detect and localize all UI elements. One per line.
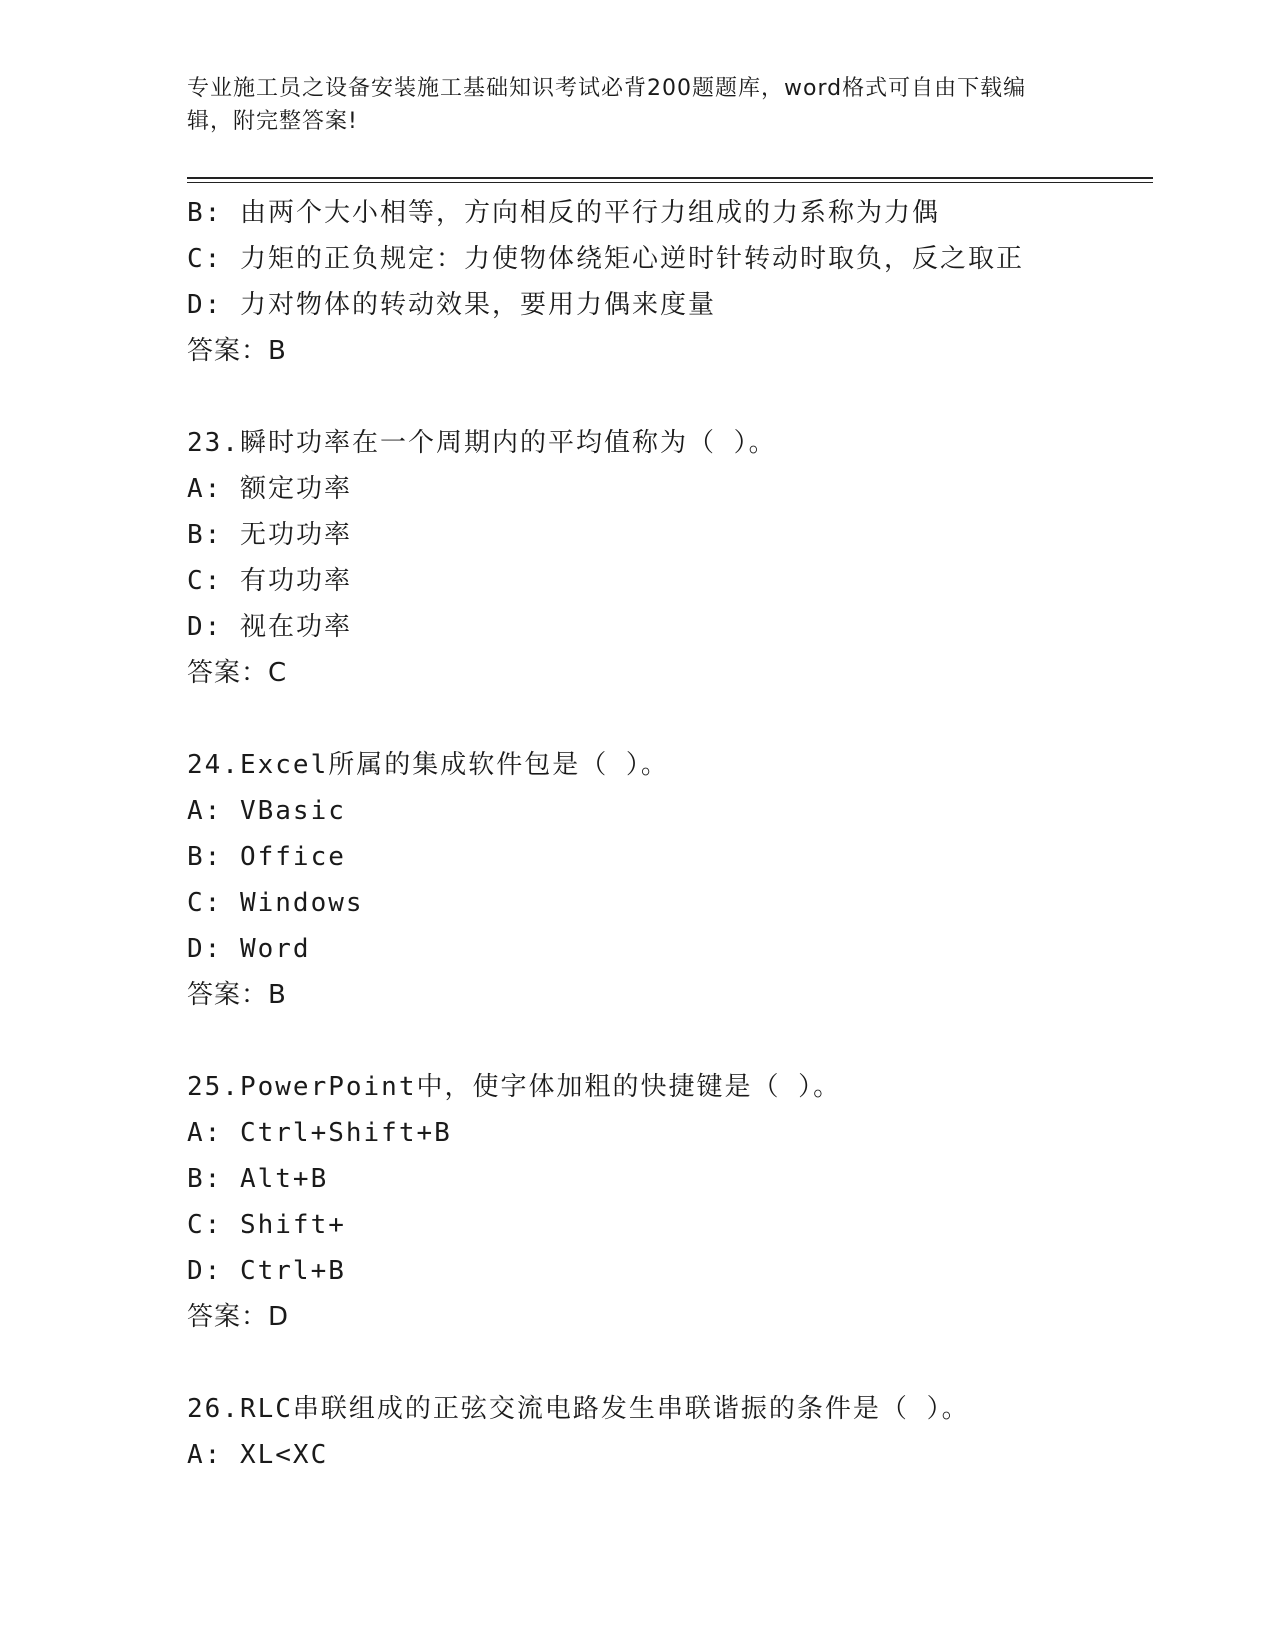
option-c: C: Shift+ <box>187 1210 346 1240</box>
option-b: B: Alt+B <box>187 1164 329 1194</box>
option-c: C: 力矩的正负规定：力使物体绕矩心逆时针转动时取负，反之取正 <box>187 244 1024 274</box>
option-a: A: XL<XC <box>187 1440 329 1470</box>
answer-line: 答案：B <box>187 980 287 1010</box>
question-26 <box>187 1386 1153 1478</box>
option-d: D: Word <box>187 934 311 964</box>
question-stem: 25.PowerPoint中，使字体加粗的快捷键是（ ）。 <box>187 1072 842 1102</box>
option-d: D: 视在功率 <box>187 612 352 642</box>
question-list <box>187 190 1153 1478</box>
answer-line: 答案：D <box>187 1302 290 1332</box>
question-stem: 24.Excel所属的集成软件包是（ ）。 <box>187 750 669 780</box>
option-b: B: Office <box>187 842 346 872</box>
option-d: D: 力对物体的转动效果，要用力偶来度量 <box>187 290 716 320</box>
spacer <box>187 696 1153 742</box>
question-22-continuation <box>187 190 1153 374</box>
header-divider <box>187 177 1153 183</box>
question-stem: 26.RLC串联组成的正弦交流电路发生串联谐振的条件是（ ）。 <box>187 1394 970 1424</box>
spacer <box>187 1340 1153 1386</box>
document-header-title: 专业施工员之设备安装施工基础知识考试必背200题题库，word格式可自由下载编辑，附完整答案! <box>187 76 1027 134</box>
option-c: C: Windows <box>187 888 364 918</box>
option-b: B: 由两个大小相等，方向相反的平行力组成的力系称为力偶 <box>187 198 940 228</box>
answer-line: 答案：B <box>187 336 287 366</box>
answer-line: 答案：C <box>187 658 288 688</box>
question-23 <box>187 420 1153 696</box>
option-c: C: 有功功率 <box>187 566 352 596</box>
option-a: A: VBasic <box>187 796 346 826</box>
question-25 <box>187 1064 1153 1340</box>
option-d: D: Ctrl+B <box>187 1256 346 1286</box>
question-stem: 23.瞬时功率在一个周期内的平均值称为（ ）。 <box>187 428 777 458</box>
question-24 <box>187 742 1153 1018</box>
option-a: A: Ctrl+Shift+B <box>187 1118 452 1148</box>
spacer <box>187 374 1153 420</box>
spacer <box>187 1018 1153 1064</box>
option-a: A: 额定功率 <box>187 474 352 504</box>
option-b: B: 无功功率 <box>187 520 352 550</box>
